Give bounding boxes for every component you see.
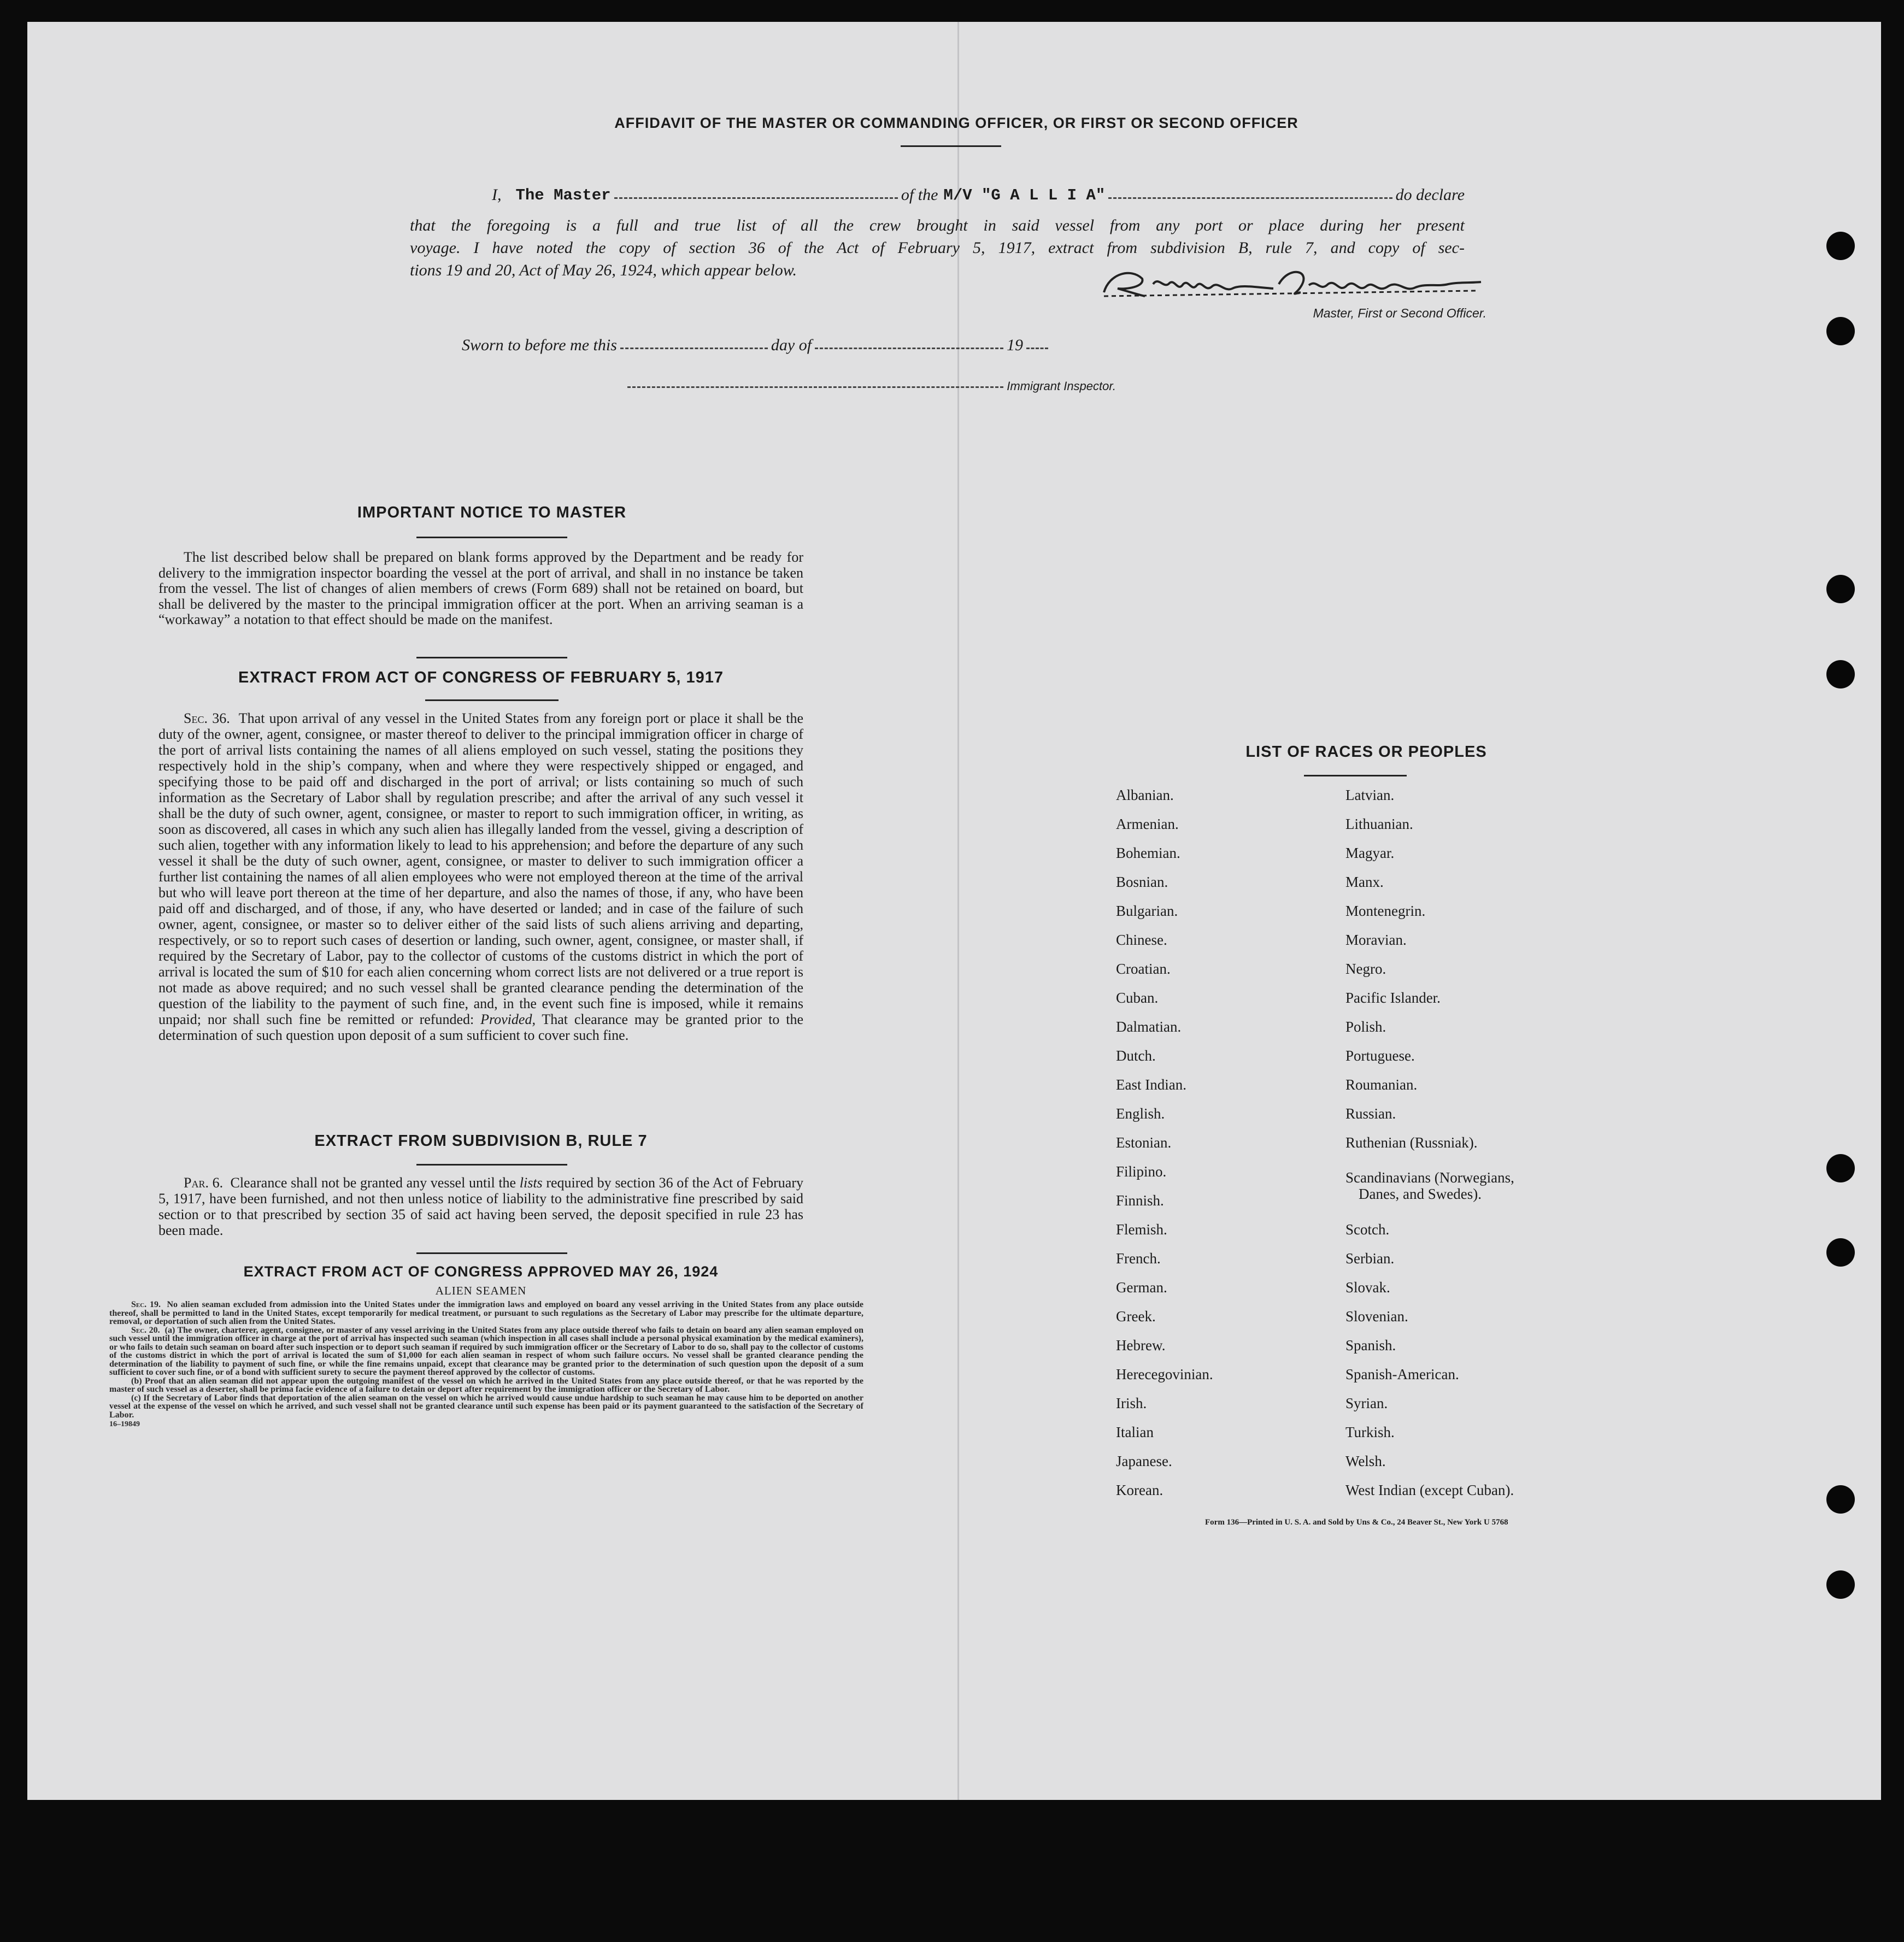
races-right-column [1345,787,1619,1552]
affidavit-title: AFFIDAVIT OF THE MASTER OR COMMANDING OFFICER, OR FIRST OR SECOND OFFICER [614,115,1298,131]
section-20 [109,1326,863,1377]
signature-block [1093,262,1486,322]
signature [1093,262,1486,306]
race-item: Turkish. [1345,1424,1395,1440]
race-item: Portuguese. [1345,1047,1415,1064]
of-the-label: of the [901,186,938,204]
race-item: Flemish. [1116,1221,1167,1238]
act-1917-section-36 [158,710,803,1043]
section-19 [109,1300,863,1326]
race-item: Dutch. [1116,1047,1156,1064]
vessel-blank-line [1108,197,1392,199]
notice-rule [416,537,567,538]
lists-word: lists [519,1175,543,1191]
section-label: Sec. 36. [184,710,230,726]
affidavit-body-line: that the foregoing is a full and true list of all the crew brought in said vessel from any port or place during her present [410,216,1465,234]
race-item: Syrian. [1345,1395,1388,1411]
race-item: Negro. [1345,961,1386,977]
race-item: Herecegovinian. [1116,1366,1213,1382]
race-item: Armenian. [1116,816,1179,832]
race-item: Spanish-American. [1345,1366,1459,1382]
race-item: Chinese. [1116,932,1167,948]
race-item: French. [1116,1250,1161,1267]
section-label: Sec. 20. [131,1325,160,1335]
race-item: Spanish. [1345,1337,1396,1353]
race-item: Welsh. [1345,1453,1386,1469]
race-item: English. [1116,1105,1165,1122]
name-blank-line [614,197,898,199]
races-title: LIST OF RACES OR PEOPLES [1245,743,1487,761]
section-text: No alien seaman excluded from admission into the United States under the immigration laws and employed on board any vessel arriving in the United States from any place outside thereof, shall be permitted to land in the United States, except temporarily for medical treatment, or pursuant to such regulations as the Secretary of Labor may prescribe for the ultimate departure, removal, or deportation of such alien from the United States. [109,1300,863,1326]
sworn-label: Sworn to before me this [462,336,617,354]
act-1924-text [109,1300,863,1429]
section-rule [416,1252,567,1254]
race-item: German. [1116,1279,1167,1296]
year-label: 19 [1007,336,1024,354]
act-1924-title: EXTRACT FROM ACT OF CONGRESS APPROVED MAY 26, 1924 [243,1263,719,1280]
race-item: Greek. [1116,1308,1156,1325]
proviso-text: That clearance may be granted prior to the determination of such question upon deposit of a sum sufficient to cover such fine. [158,1011,803,1043]
punch-hole [1826,1238,1855,1267]
race-item: Hebrew. [1116,1337,1166,1353]
affidavit-declaration-line [492,186,1465,204]
master-name-value: The Master [515,186,611,204]
race-item: Polish. [1345,1019,1386,1035]
sworn-line [462,336,1150,355]
race-item: West Indian (except Cuban). [1345,1482,1514,1498]
punch-hole [1826,232,1855,260]
race-item: Latvian. [1345,787,1395,803]
race-item: Scotch. [1345,1221,1390,1238]
paragraph-label: Par. 6. [184,1175,224,1191]
races-left-column [1116,787,1335,1552]
vessel-name-value: M/V "G A L L I A" [943,186,1106,204]
punch-hole [1826,660,1855,688]
section-rule [425,699,559,701]
race-item: Scandinavians (Norwegians, [1345,1169,1514,1186]
race-item: Moravian. [1345,932,1407,948]
section-text: (a) The owner, charterer, agent, consignee, or master of any vessel arriving in the United States from any place outside thereof who fails to detain on board any alien seaman employed on such vessel until the immigration officer in charge at the port of arrival has inspected such seaman (which inspection in all cases shall include a personal physical examination by the medical examiners), or who fails to detain such seaman on board after such inspection or to deport such seaman if required by such immigration officer or the Secretary of Labor to do so, shall pay to the collector of customs of the customs district in which the port of arrival is located the sum of $1,000 for each alien seaman in respect of whom such failure occurs. No vessel shall be granted clearance pending the determination of the liability to payment of such fine, or while the fine remains unpaid, except that clearance may be granted prior to the determination of such question upon the deposit of a sum sufficient to cover such fine, or of a bond with sufficient surety to secure the payment thereof approved by the collector of customs. [109,1325,863,1377]
race-item: Manx. [1345,874,1384,890]
do-declare-label: do declare [1395,186,1465,204]
i-label: I, [492,186,502,204]
race-item: Slovenian. [1345,1308,1408,1325]
signature-caption: Master, First or Second Officer. [1313,306,1486,320]
title-rule [901,145,1001,147]
race-item: Ruthenian (Russniak). [1345,1134,1478,1151]
race-item: Bulgarian. [1116,903,1178,919]
punch-hole [1826,1485,1855,1514]
section-20-b: (b) Proof that an alien seaman did not appear upon the outgoing manifest of the vessel on which he arrived in the United States from any place outside thereof, or that he was reported by the master of such vessel as a deserter, shall be prima facie evidence of a failure to detain or deport after requirement by the immigration officer or the Secretary of Labor. [109,1376,863,1394]
race-item: Korean. [1116,1482,1163,1498]
punch-hole [1826,1570,1855,1599]
inspector-signature-blank [627,386,1003,388]
race-item: Albanian. [1116,787,1174,803]
race-item: Danes, and Swedes). [1359,1186,1482,1202]
races-rule [1304,775,1407,776]
punch-hole [1826,1154,1855,1182]
paragraph-text: Clearance shall not be granted any vessel until the [230,1175,516,1191]
affidavit-body-line: tions 19 and 20, Act of May 26, 1924, which appear below. [410,261,797,279]
paragraph-text: required by section 36 of the Act of February 5, 1917, have been furnished, and not then unless notice of liability to the administrative fine prescribed by said section or to that prescribed by section 35 of said act having been served, the deposit specified in rule 23 has been made. [158,1175,804,1238]
race-item: Croatian. [1116,961,1171,977]
race-item: Estonian. [1116,1134,1172,1151]
act-1917-title: EXTRACT FROM ACT OF CONGRESS OF FEBRUARY 5, 1917 [238,669,724,686]
race-item: Filipino. [1116,1163,1167,1180]
punch-hole [1826,575,1855,603]
race-item: Finnish. [1116,1192,1164,1209]
section-text: That upon arrival of any vessel in the United States from any foreign port or place it shall be the duty of the owner, agent, consignee, or master thereof to deliver to the principal immigration officer in charge of the port of arrival lists containing the names of all aliens employed on such vessel, stating the positions they respectively hold in the ship’s company, when and where they were respectively shipped or engaged, and specifying those to be paid off and discharged in the port of arrival; or lists containing so much of such information as the Secretary of Labor shall by regulation prescribe; and after the arrival of any such vessel it shall be the duty of such owner, agent, consignee, or master to report to such immigration officer, in writing, as soon as discovered, all cases in which any such alien has illegally landed from the vessel, giving a description of such alien, together with any information likely to lead to his apprehension; and before the departure of any such vessel it shall be the duty of such owner, agent, consignee, or master to deliver to such immigration officer a further list containing the names of all alien employees who were not employed thereon at the time of the arrival but who will leave port thereon at the time of her departure, and also the names of those, if any, who have been paid off and discharged, and of those, if any, who have deserted or landed; and in case of the failure of such owner, agent, consignee, or master so to deliver either of the said lists of such aliens arriving and departing, respectively, or so to report such cases of desertion or landing, such owner, agent, consignee, or master shall, if required by the Secretary of Labor, pay to the collector of customs of the customs district in which the port of arrival is located the sum of $10 for each alien concerning whom correct lists are not delivered or a true report is not made as above required; and no such vessel shall be granted clearance pending the determination of the question of the liability to the payment of such fine, and, in the event such fine is imposed, while it remains unpaid; nor shall such fine be remitted or refunded: [158,710,804,1027]
punch-hole [1826,317,1855,345]
rule-7-title: EXTRACT FROM SUBDIVISION B, RULE 7 [314,1132,648,1150]
inspector-line [624,379,1116,393]
sworn-month-blank [815,348,1003,349]
race-item: Magyar. [1345,845,1395,861]
race-item: East Indian. [1116,1076,1186,1093]
race-item: Russian. [1345,1105,1396,1122]
inspector-label: Immigrant Inspector. [1007,379,1116,393]
race-item: Dalmatian. [1116,1019,1182,1035]
proviso-label: Provided, [480,1011,536,1027]
section-label: Sec. 19. [131,1300,161,1309]
section-20-c: (c) If the Secretary of Labor finds that deportation of the alien seaman on the vessel on which he arrived would cause undue hardship to such seaman he may cause him to be deported on another vessel at the expense of the vessel on which he arrived, and such vessel shall not be granted clearance until such expense has been paid or its payment guaranteed to the satisfaction of the Secretary of Labor. [109,1393,863,1420]
race-item: Montenegrin. [1345,903,1426,919]
race-item: Roumanian. [1345,1076,1418,1093]
notice-body: The list described below shall be prepared on blank forms approved by the Department and be ready for delivery to the immigration inspector boarding the vessel at the port of arrival, and shall in no instance be taken from the vessel. The list of changes of alien members of crews (Form 689) shall not be retained on board, but shall be delivered by the master to the principal immigration officer at the port. When an arriving seaman is a “workaway” a notation to that effect should be made on the manifest. [158,549,803,628]
race-item: Pacific Islander. [1345,990,1441,1006]
form-footer: Form 136—Printed in U. S. A. and Sold by Uns & Co., 24 Beaver St., New York U 5768 [1205,1518,1508,1527]
race-item: Japanese. [1116,1453,1172,1469]
page-fold [957,22,959,1800]
day-of-label: day of [771,336,812,354]
document-page [27,22,1881,1800]
race-item: Cuban. [1116,990,1159,1006]
sworn-day-blank [620,348,768,349]
rule-7-paragraph [158,1175,803,1238]
section-rule [416,657,567,658]
section-rule [416,1164,567,1166]
notice-title: IMPORTANT NOTICE TO MASTER [357,504,627,521]
act-1924-subtitle: ALIEN SEAMEN [435,1284,527,1297]
sworn-year-blank [1026,348,1048,349]
race-item: Irish. [1116,1395,1147,1411]
affidavit-body-line: voyage. I have noted the copy of section 36 of the Act of February 5, 1917, extract from subdivision B, rule 7, and copy of sec- [410,239,1465,257]
race-item: Italian [1116,1424,1154,1440]
race-item: Serbian. [1345,1250,1395,1267]
form-code: 16–19849 [109,1420,140,1428]
race-item: Bohemian. [1116,845,1180,861]
race-item: Slovak. [1345,1279,1390,1296]
race-item: Bosnian. [1116,874,1168,890]
race-item: Lithuanian. [1345,816,1413,832]
